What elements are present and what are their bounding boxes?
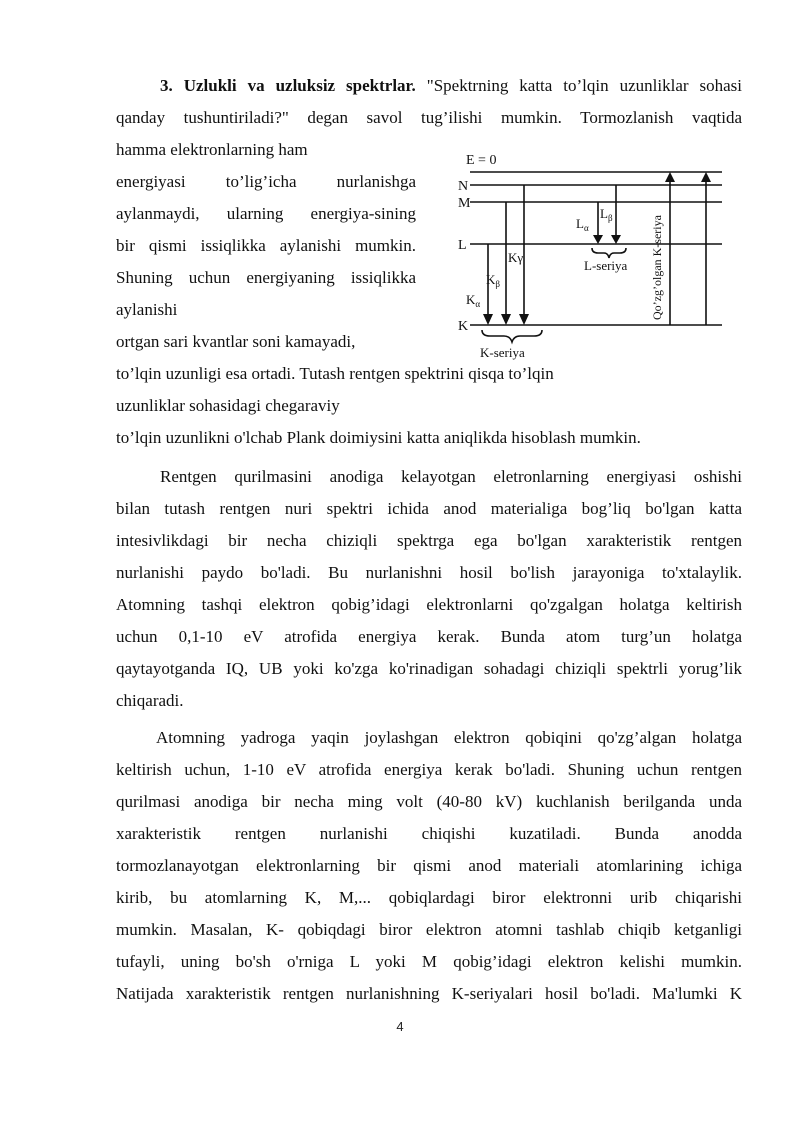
level-l-label: L bbox=[458, 238, 467, 253]
paragraph2-line6: uchun 0,1-10 eV atrofida energiya kerak. Bunda atom turg’un holatga bbox=[116, 627, 742, 646]
paragraph1-line9: ortgan sari kvantlar soni kamayadi, bbox=[116, 332, 356, 351]
paragraph1-line2: qanday tushuntiriladi?" degan savol tug’ilishi mumkin. Tormozlanish vaqtida bbox=[116, 108, 742, 127]
paragraph2-line2: bilan tutash rentgen nuri spektri ichida anod materialiga bog’liq bo'lgan katta bbox=[116, 499, 742, 518]
paragraph1-line3: hamma elektronlarning ham bbox=[116, 140, 308, 159]
l-beta-arrowhead bbox=[611, 235, 621, 244]
paragraph2-line5: Atomning tashqi elektron qobig’idagi elektronlarni qo'zgalgan holatga keltirish bbox=[116, 595, 742, 614]
paragraph1-line10: to’lqin uzunligi esa ortadi. Tutash rentgen spektrini qisqa to’lqin bbox=[116, 364, 554, 383]
paragraph3-line9: Natijada xarakteristik rentgen nurlanishning K-seriyalari hosil bo'ladi. Ma'lumki K bbox=[116, 984, 742, 1003]
paragraph3-line3: qurilmasi anodiga bir necha ming volt (40-80 kV) kuchlanish berilganda unda bbox=[116, 792, 742, 811]
energy-level-diagram bbox=[440, 144, 740, 366]
paragraph2-line3: intesivlikdagi bir necha chiziqli spektrga ega bo'lgan xarakteristik rentgen bbox=[116, 531, 742, 550]
paragraph3-line2: keltirish uchun, 1-10 eV atrofida energiya kerak bo'ladi. Shuning uchun rentgen bbox=[116, 760, 742, 779]
excitation-arrowhead-1 bbox=[665, 172, 675, 182]
paragraph2-line7: qaytayotganda IQ, UB yoki ko'zga ko'rinadigan sohadagi chiziqli spektrli yorug’lik bbox=[116, 659, 742, 678]
paragraph1-line6: bir qismi issiqlikka aylanishi mumkin. bbox=[116, 236, 416, 255]
paragraph3-line4: xarakteristik rentgen nurlanishi chiqishi kuzatiladi. Bunda anodda bbox=[116, 824, 742, 843]
paragraph3-line1: Atomning yadroga yaqin joylashgan elektron qobiqini qo'zg’algan holatga bbox=[156, 728, 742, 747]
paragraph1-line1 bbox=[160, 70, 742, 102]
paragraph3-line8: tufayli, uning bo'sh o'rniga L yoki M qobig’idagi elektron kelishi mumkin. bbox=[116, 952, 742, 971]
paragraph3-line7: mumkin. Masalan, K- qobiqdagi biror elektron atomni tashlab chiqib ketganligi bbox=[116, 920, 742, 939]
l-beta-label: $L_\beta$ bbox=[600, 206, 613, 223]
paragraph2-line1: Rentgen qurilmasini anodiga kelayotgan eletronlarning energiyasi oshishi bbox=[160, 467, 742, 486]
k-series-brace bbox=[482, 330, 542, 342]
level-e0-label: E = 0 bbox=[466, 153, 497, 168]
l-series-brace bbox=[592, 248, 626, 258]
section-heading: 3. Uzlukli va uzluksiz spektrlar. bbox=[160, 76, 416, 95]
paragraph3-line6: kirib, bu atomlarning K, M,... qobiqlardagi biror elektronni urib chiqarishi bbox=[116, 888, 742, 907]
paragraph1-line12: to’lqin uzunlikni o'lchab Plank doimiysini katta aniqlikda hisoblash mumkin. bbox=[116, 428, 641, 447]
excitation-arrowhead-2 bbox=[701, 172, 711, 182]
k-gamma-arrowhead bbox=[519, 314, 529, 325]
paragraph1-line7: Shuning uchun energiyaning issiqlikka bbox=[116, 268, 416, 287]
paragraph2-line8: chiqaradi. bbox=[116, 691, 184, 710]
k-series-label: K-seriya bbox=[480, 345, 525, 360]
paragraph3-line5: tormozlanayotgan elektronlarning bir qismi anod materiali atomlarining ichiga bbox=[116, 856, 742, 875]
paragraph1-line5: aylanmaydi, ularning energiya-sining bbox=[116, 204, 416, 223]
page-number: 4 bbox=[396, 1019, 404, 1034]
level-k-label: K bbox=[458, 319, 469, 334]
k-alpha-label: $K_\alpha$ bbox=[466, 292, 481, 309]
paragraph1-line8: aylanishi bbox=[116, 300, 178, 319]
l-series-label: L-seriya bbox=[584, 258, 628, 273]
paragraph1-line11: uzunliklar sohasidagi chegaraviy bbox=[116, 396, 340, 415]
k-gamma-label: Kγ bbox=[508, 250, 524, 265]
l-alpha-label: $L_\alpha$ bbox=[576, 216, 589, 233]
k-beta-arrowhead bbox=[501, 314, 511, 325]
l-alpha-arrowhead bbox=[593, 235, 603, 244]
k-beta-label: $K_\beta$ bbox=[486, 272, 500, 289]
level-m-label: M bbox=[458, 196, 471, 211]
paragraph2-line4: nurlanishi paydo bo'ladi. Bu nurlanishni hosil bo'lish jarayoniga to'xtalaylik. bbox=[116, 563, 742, 582]
excited-k-series-label: Qo’zg’olgan K-seriya bbox=[650, 215, 664, 320]
paragraph1-line4: energiyasi to’lig’icha nurlanishga bbox=[116, 172, 416, 191]
k-alpha-arrowhead bbox=[483, 314, 493, 325]
paragraph1-line1-rest: "Spektrning katta to’lqin uzunliklar sohasi bbox=[415, 76, 742, 95]
level-n-label: N bbox=[458, 179, 469, 194]
